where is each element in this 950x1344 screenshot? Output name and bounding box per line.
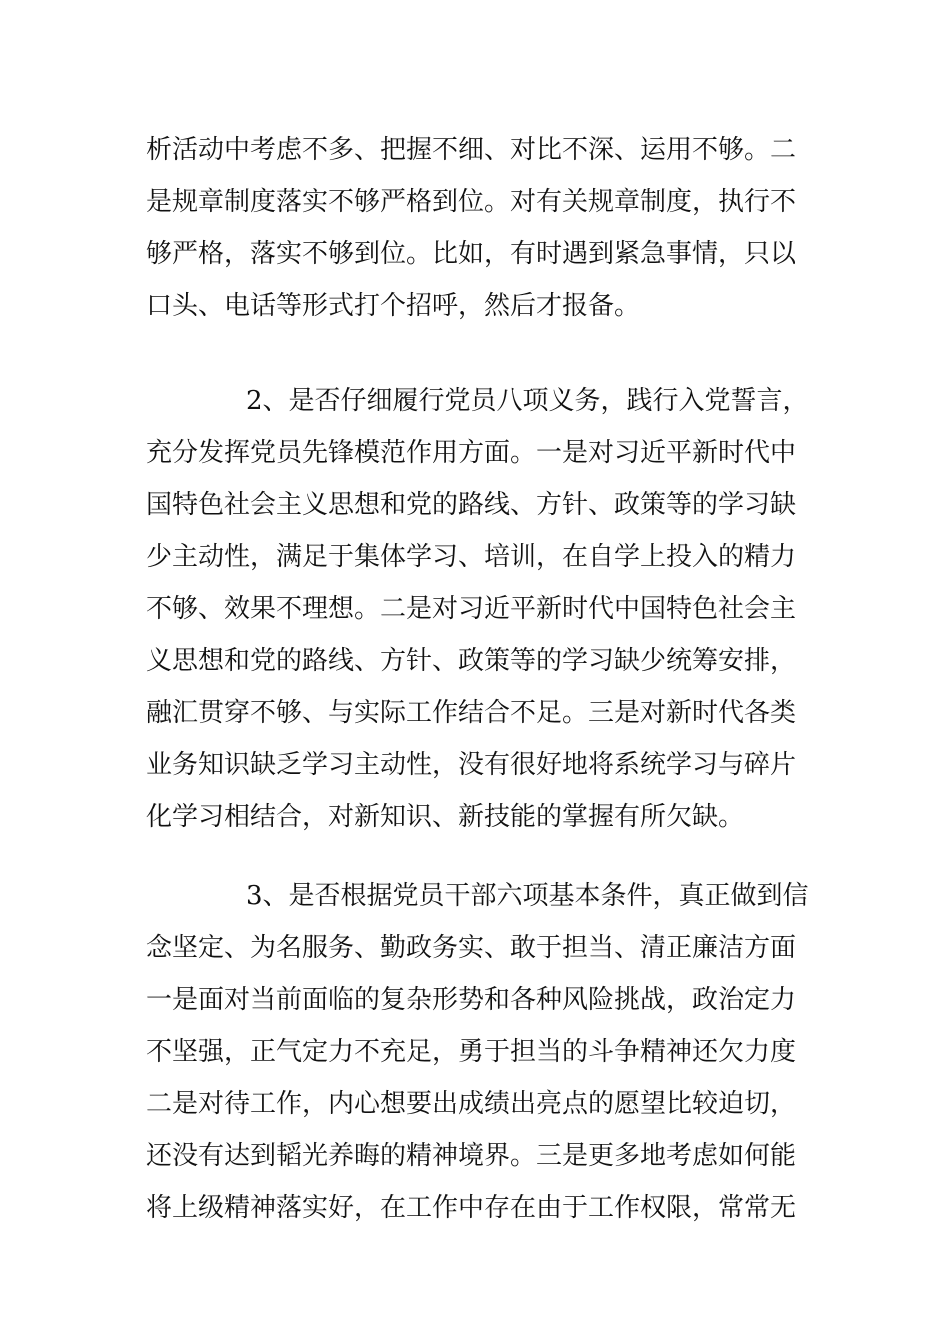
text-line: 少主动性，满足于集体学习、培训，在自学上投入的精力: [146, 542, 797, 572]
text-line: 是规章制度落实不够严格到位。对有关规章制度，执行不: [146, 187, 797, 217]
paragraph-3-first-line: 3、是否根据党员干部六项基本条件，真正做到信: [246, 881, 809, 911]
text-line: 念坚定、为名服务、勤政务实、敢于担当、清正廉洁方面: [146, 933, 797, 963]
text-line: 析活动中考虑不多、把握不细、对比不深、运用不够。二: [146, 135, 797, 165]
text-line: 够严格，落实不够到位。比如，有时遇到紧急事情，只以: [146, 239, 797, 269]
text-line: 国特色社会主义思想和党的路线、方针、政策等的学习缺: [146, 490, 797, 520]
text-line: 业务知识缺乏学习主动性，没有很好地将系统学习与碎片: [146, 750, 797, 780]
text-line: 融汇贯穿不够、与实际工作结合不足。三是对新时代各类: [146, 698, 797, 728]
text-line: 化学习相结合，对新知识、新技能的掌握有所欠缺。: [146, 802, 745, 832]
text-line: 还没有达到韬光养晦的精神境界。三是更多地考虑如何能: [146, 1141, 797, 1171]
text-line: 义思想和党的路线、方针、政策等的学习缺少统筹安排，: [146, 646, 797, 676]
text-line: 不够、效果不理想。二是对习近平新时代中国特色社会主: [146, 594, 797, 624]
text-line: 不坚强，正气定力不充足，勇于担当的斗争精神还欠力度: [146, 1037, 797, 1067]
text-line: 充分发挥党员先锋模范作用方面。一是对习近平新时代中: [146, 438, 797, 468]
text-line: 口头、电话等形式打个招呼，然后才报备。: [146, 291, 641, 321]
text-line: 将上级精神落实好，在工作中存在由于工作权限，常常无: [146, 1193, 797, 1223]
text-line: 一是面对当前面临的复杂形势和各种风险挑战，政治定力: [146, 985, 797, 1015]
text-line: 二是对待工作，内心想要出成绩出亮点的愿望比较迫切，: [146, 1089, 797, 1119]
paragraph-2-first-line: 2、是否仔细履行党员八项义务，践行入党誓言，: [246, 386, 809, 416]
